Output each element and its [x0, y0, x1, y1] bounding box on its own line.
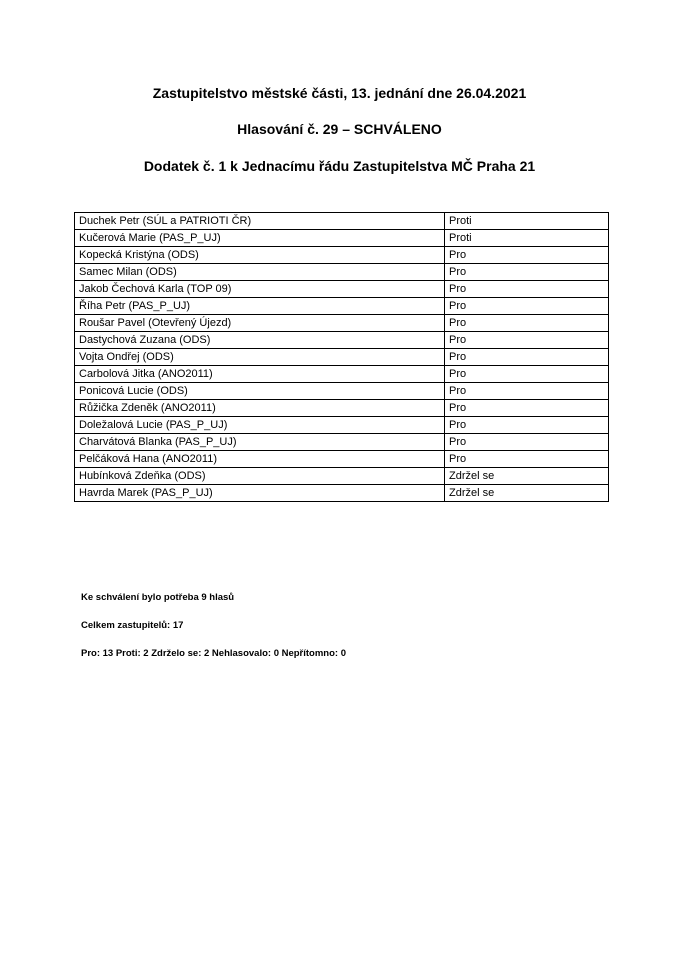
table-row — [75, 213, 609, 230]
member-name: Kopecká Kristýna (ODS) — [75, 247, 445, 264]
member-name: Charvátová Blanka (PAS_P_UJ) — [75, 434, 445, 451]
member-vote: Pro — [445, 366, 609, 383]
member-vote: Pro — [445, 298, 609, 315]
table-row — [75, 400, 609, 417]
member-vote: Pro — [445, 332, 609, 349]
table-row — [75, 434, 609, 451]
table-row — [75, 264, 609, 281]
member-vote: Pro — [445, 315, 609, 332]
member-name: Doležalová Lucie (PAS_P_UJ) — [75, 417, 445, 434]
member-name: Kučerová Marie (PAS_P_UJ) — [75, 230, 445, 247]
member-name: Růžička Zdeněk (ANO2011) — [75, 400, 445, 417]
table-row — [75, 383, 609, 400]
table-row — [75, 349, 609, 366]
vote-title: Hlasování č. 29 – SCHVÁLENO — [237, 121, 442, 137]
table-row — [75, 485, 609, 502]
member-name: Vojta Ondřej (ODS) — [75, 349, 445, 366]
required-votes-text: Ke schválení bylo potřeba 9 hlasů — [81, 592, 235, 603]
table-row — [75, 247, 609, 264]
member-name: Pelčáková Hana (ANO2011) — [75, 451, 445, 468]
table-row — [75, 468, 609, 485]
member-name: Duchek Petr (SÚL a PATRIOTI ČR) — [75, 213, 445, 230]
member-name: Roušar Pavel (Otevřený Újezd) — [75, 315, 445, 332]
member-vote: Pro — [445, 417, 609, 434]
member-name: Jakob Čechová Karla (TOP 09) — [75, 281, 445, 298]
member-vote: Proti — [445, 213, 609, 230]
member-name: Havrda Marek (PAS_P_UJ) — [75, 485, 445, 502]
vote-result-text: Pro: 13 Proti: 2 Zdrželo se: 2 Nehlasovalo: 0 Nepřítomno: 0 — [81, 648, 347, 659]
meeting-title: Zastupitelstvo městské části, 13. jednání dne 26.04.2021 — [152, 85, 527, 101]
member-name: Carbolová Jitka (ANO2011) — [75, 366, 445, 383]
member-vote: Pro — [445, 434, 609, 451]
table-row — [75, 451, 609, 468]
table-row — [75, 230, 609, 247]
member-vote: Pro — [445, 247, 609, 264]
member-vote: Pro — [445, 349, 609, 366]
member-name: Ponicová Lucie (ODS) — [75, 383, 445, 400]
member-name: Samec Milan (ODS) — [75, 264, 445, 281]
member-vote: Pro — [445, 264, 609, 281]
table-row — [75, 298, 609, 315]
member-name: Říha Petr (PAS_P_UJ) — [75, 298, 445, 315]
member-vote: Pro — [445, 281, 609, 298]
member-vote: Zdržel se — [445, 468, 609, 485]
member-name: Hubínková Zdeňka (ODS) — [75, 468, 445, 485]
table-row — [75, 281, 609, 298]
member-vote: Pro — [445, 383, 609, 400]
total-members-text: Celkem zastupitelů: 17 — [81, 620, 184, 631]
table-row — [75, 315, 609, 332]
member-vote: Zdržel se — [445, 485, 609, 502]
member-vote: Proti — [445, 230, 609, 247]
member-vote: Pro — [445, 400, 609, 417]
member-vote: Pro — [445, 451, 609, 468]
resolution-title: Dodatek č. 1 k Jednacímu řádu Zastupitelstva MČ Praha 21 — [143, 158, 536, 174]
table-row — [75, 366, 609, 383]
votes-table — [74, 212, 609, 502]
table-row — [75, 417, 609, 434]
table-row — [75, 332, 609, 349]
member-name: Dastychová Zuzana (ODS) — [75, 332, 445, 349]
